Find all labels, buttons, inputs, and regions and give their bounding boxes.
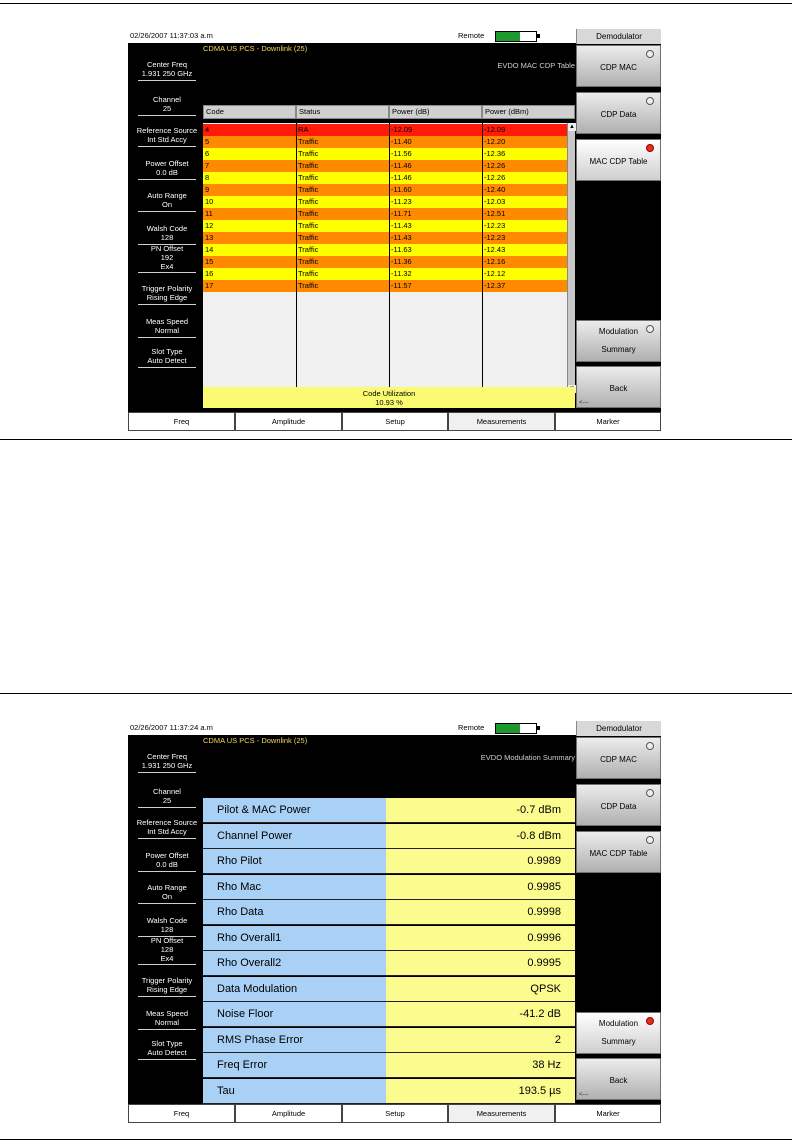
cell-dbm: -12.03	[484, 197, 506, 206]
table-scrollbar[interactable]	[567, 123, 575, 393]
cell-status: Traffic	[298, 137, 319, 146]
param-power-offset	[134, 159, 200, 177]
param-label: Trigger Polarity	[141, 976, 193, 985]
back-button[interactable]: Back <---	[576, 1058, 661, 1100]
summary-label: Rho Overall2	[203, 951, 386, 975]
datetime: 02/26/2007 11:37:03 a.m	[130, 31, 213, 40]
param-pn-offset	[134, 936, 200, 963]
table-row[interactable]	[203, 196, 567, 208]
param-trigger-polarity	[134, 976, 200, 994]
back-button[interactable]: Back <---	[576, 366, 661, 408]
cell-status: Traffic	[298, 209, 319, 218]
cell-status: Traffic	[298, 161, 319, 170]
param-extra: Ex4	[160, 954, 174, 963]
back-arrow-icon: <---	[579, 1092, 589, 1098]
cell-db: -11.57	[391, 281, 412, 290]
cell-code: 4	[205, 125, 210, 134]
param-meas-speed	[134, 317, 200, 335]
demodulator-header: Demodulator	[576, 721, 661, 736]
table-row[interactable]	[203, 268, 567, 280]
cdp-data-button[interactable]: CDP Data	[576, 92, 661, 134]
param-reference-source	[134, 818, 200, 836]
cell-code: 12	[205, 221, 214, 230]
param-value: Rising Edge	[146, 293, 188, 302]
param-label: Walsh Code	[146, 916, 188, 925]
param-underline	[138, 115, 196, 116]
cell-db: -11.46	[391, 161, 412, 170]
cell-code: 5	[205, 137, 210, 146]
param-label: Center Freq	[146, 752, 188, 761]
status-bar	[128, 29, 577, 43]
param-underline	[138, 871, 196, 872]
param-underline	[138, 179, 196, 180]
tab-freq[interactable]: Freq	[128, 412, 235, 431]
column-header-code: Code	[203, 105, 296, 119]
table-row[interactable]	[203, 232, 567, 244]
tab-measurements[interactable]: Measurements	[448, 412, 555, 431]
radio-indicator-icon	[646, 50, 654, 58]
param-trigger-polarity	[134, 284, 200, 302]
cdp-mac-button[interactable]: CDP MAC	[576, 737, 661, 779]
summary-value: 0.9995	[386, 951, 575, 975]
demodulator-header: Demodulator	[576, 29, 661, 44]
cell-status: Traffic	[298, 257, 319, 266]
cell-db: -11.71	[391, 209, 412, 218]
divider-rule	[0, 693, 792, 694]
param-center-freq	[134, 60, 200, 78]
summary-row	[203, 1028, 575, 1053]
cell-code: 15	[205, 257, 214, 266]
measurement-title: EVDO MAC CDP Table	[497, 61, 575, 70]
summary-label: Data Modulation	[203, 977, 386, 1001]
remote-label: Remote	[458, 723, 485, 732]
param-label: Reference Source	[136, 126, 198, 135]
param-value: 25	[162, 796, 172, 805]
summary-value: 0.9996	[386, 926, 575, 950]
table-row[interactable]	[203, 172, 567, 184]
param-slot-type	[134, 347, 200, 365]
summary-row	[203, 951, 575, 976]
cell-status: Traffic	[298, 197, 319, 206]
table-row[interactable]	[203, 280, 567, 292]
param-underline	[138, 146, 196, 147]
code-utilization-value: 10.93 %	[375, 398, 403, 407]
radio-indicator-icon	[646, 97, 654, 105]
param-value: On	[161, 892, 172, 901]
cell-db: -12.09	[391, 125, 413, 134]
param-underline	[138, 272, 196, 273]
param-label: Channel	[153, 787, 181, 796]
summary-label: Rho Data	[203, 900, 386, 924]
cell-status: Traffic	[298, 185, 319, 194]
cell-dbm: -12.23	[484, 233, 506, 242]
cell-db: -11.43	[391, 221, 412, 230]
cell-dbm: -12.40	[484, 185, 506, 194]
summary-value: -41.2 dB	[386, 1002, 575, 1026]
cell-dbm: -12.36	[484, 149, 506, 158]
cell-status: Traffic	[298, 233, 319, 242]
summary-label: Tau	[203, 1079, 386, 1103]
summary-row	[203, 824, 575, 849]
cell-code: 14	[205, 245, 214, 254]
param-label: Channel	[153, 95, 181, 104]
cell-status: Traffic	[298, 269, 319, 278]
param-value: 192	[160, 253, 174, 262]
cell-db: -11.32	[391, 269, 412, 278]
column-header-status: Status	[296, 105, 389, 119]
cell-dbm: -12.12	[484, 269, 506, 278]
cell-db: -11.23	[391, 197, 412, 206]
param-underline	[138, 304, 196, 305]
param-label: Meas Speed	[145, 317, 189, 326]
cell-status: Traffic	[298, 221, 319, 230]
cell-db: -11.63	[391, 245, 412, 254]
summary-value: QPSK	[386, 977, 575, 1001]
cell-dbm: -12.09	[484, 125, 506, 134]
cell-dbm: -12.20	[484, 137, 506, 146]
cell-dbm: -12.26	[484, 173, 506, 182]
param-meas-speed	[134, 1009, 200, 1027]
summary-row	[203, 849, 575, 874]
middle-rule	[0, 439, 792, 440]
table-row[interactable]	[203, 124, 567, 136]
scroll-up-icon[interactable]: ▲	[569, 124, 575, 130]
param-label: Auto Range	[147, 883, 187, 892]
param-label: PN Offset	[150, 936, 184, 945]
measurement-title: EVDO Modulation Summary	[480, 753, 575, 762]
cell-code: 13	[205, 233, 214, 242]
param-underline	[138, 964, 196, 965]
cell-code: 16	[205, 269, 214, 278]
cell-code: 10	[205, 197, 214, 206]
param-label: Trigger Polarity	[141, 284, 193, 293]
cell-dbm: -12.16	[484, 257, 506, 266]
table-row[interactable]	[203, 208, 567, 220]
column-divider	[296, 123, 297, 393]
param-label: Auto Range	[147, 191, 187, 200]
bottom-menu	[128, 412, 661, 431]
param-value: On	[161, 200, 172, 209]
tab-marker[interactable]: Marker	[555, 1104, 661, 1123]
summary-row	[203, 875, 575, 900]
tab-setup[interactable]: Setup	[342, 1104, 448, 1123]
summary-value: 0.9998	[386, 900, 575, 924]
param-center-freq	[134, 752, 200, 770]
table-row[interactable]	[203, 184, 567, 196]
signal-standard: CDMA US PCS - Downlink (25)	[203, 44, 308, 53]
bottom-rule	[0, 1139, 792, 1140]
param-value: Int Std Accy	[147, 135, 187, 144]
summary-row	[203, 1079, 575, 1104]
radio-indicator-selected-icon	[646, 144, 654, 152]
param-value: Normal	[154, 326, 180, 335]
param-value: 128	[160, 233, 174, 242]
param-label: PN Offset	[150, 244, 184, 253]
param-label: Power Offset	[145, 159, 189, 168]
cdp-data-button[interactable]: CDP Data	[576, 784, 661, 826]
cell-status: RA	[298, 125, 309, 134]
param-label: Center Freq	[146, 60, 188, 69]
code-utilization-label: Code Utilization	[362, 389, 416, 398]
summary-row	[203, 926, 575, 951]
cell-db: -11.56	[391, 149, 412, 158]
column-header-power-dbm: Power (dBm)	[482, 105, 575, 119]
param-underline	[138, 903, 196, 904]
cell-db: -11.43	[391, 233, 412, 242]
tab-amplitude[interactable]: Amplitude	[235, 412, 342, 431]
tab-measurements[interactable]: Measurements	[448, 1104, 555, 1123]
summary-label: Pilot & MAC Power	[203, 798, 386, 822]
param-value: 0.0 dB	[156, 168, 178, 177]
datetime: 02/26/2007 11:37:24 a.m	[130, 723, 213, 732]
param-label: Walsh Code	[146, 224, 188, 233]
param-value: Auto Detect	[147, 1048, 187, 1057]
summary-label: Rho Overall1	[203, 926, 386, 950]
cell-status: Traffic	[298, 281, 319, 290]
cell-dbm: -12.51	[484, 209, 506, 218]
summary-value: 2	[386, 1028, 575, 1052]
cdp-mac-button[interactable]: CDP MAC	[576, 45, 661, 87]
table-row[interactable]	[203, 220, 567, 232]
tab-marker[interactable]: Marker	[555, 412, 661, 431]
summary-label: Noise Floor	[203, 1002, 386, 1026]
cell-db: -11.60	[391, 185, 412, 194]
summary-label: Rho Pilot	[203, 849, 386, 873]
param-underline	[138, 337, 196, 338]
param-channel	[134, 787, 200, 805]
param-label: Reference Source	[136, 818, 198, 827]
column-divider	[389, 123, 390, 393]
table-row[interactable]	[203, 160, 567, 172]
bottom-menu	[128, 1104, 661, 1123]
param-value: 25	[162, 104, 172, 113]
param-extra: Ex4	[160, 262, 174, 271]
param-value: 128	[160, 925, 174, 934]
mac-cdp-table-button[interactable]: MAC CDP Table	[576, 831, 661, 873]
table-row[interactable]	[203, 256, 567, 268]
code-utilization	[203, 387, 575, 408]
summary-label: RMS Phase Error	[203, 1028, 386, 1052]
table-row[interactable]	[203, 148, 567, 160]
cell-db: -11.46	[391, 173, 412, 182]
param-value: Rising Edge	[146, 985, 188, 994]
status-bar	[128, 721, 577, 735]
param-value: 128	[160, 945, 174, 954]
param-slot-type	[134, 1039, 200, 1057]
summary-value: 38 Hz	[386, 1053, 575, 1077]
param-underline	[138, 1029, 196, 1030]
column-divider	[482, 123, 483, 393]
param-underline	[138, 367, 196, 368]
summary-value: 0.9989	[386, 849, 575, 873]
summary-label: Rho Mac	[203, 875, 386, 899]
battery-icon	[495, 31, 537, 42]
column-header-power-db: Power (dB)	[389, 105, 482, 119]
param-underline	[138, 80, 196, 81]
top-rule	[0, 3, 792, 4]
summary-label: Channel Power	[203, 824, 386, 848]
summary-value: -0.7 dBm	[386, 798, 575, 822]
param-reference-source	[134, 126, 200, 144]
cell-db: -11.36	[391, 257, 412, 266]
param-walsh-code	[134, 916, 200, 934]
remote-label: Remote	[458, 31, 485, 40]
screen-mac-cdp-table	[128, 29, 661, 431]
summary-row	[203, 900, 575, 925]
modulation-summary-button[interactable]: Modulation Summary	[576, 1012, 661, 1054]
radio-indicator-icon	[646, 742, 654, 750]
param-pn-offset	[134, 244, 200, 271]
param-label: Slot Type	[151, 1039, 183, 1048]
param-value: 1.931 250 GHz	[141, 69, 193, 78]
param-value: 1.931 250 GHz	[141, 761, 193, 770]
table-row[interactable]	[203, 244, 567, 256]
param-underline	[138, 838, 196, 839]
battery-icon	[495, 723, 537, 734]
cell-dbm: -12.37	[484, 281, 506, 290]
param-auto-range	[134, 883, 200, 901]
radio-indicator-icon	[646, 836, 654, 844]
radio-indicator-icon	[646, 789, 654, 797]
param-underline	[138, 996, 196, 997]
battery-tip-icon	[537, 34, 540, 38]
tab-amplitude[interactable]: Amplitude	[235, 1104, 342, 1123]
param-auto-range	[134, 191, 200, 209]
cell-status: Traffic	[298, 173, 319, 182]
tab-setup[interactable]: Setup	[342, 412, 448, 431]
param-value: Auto Detect	[147, 356, 187, 365]
param-label: Slot Type	[151, 347, 183, 356]
cell-dbm: -12.26	[484, 161, 506, 170]
table-row[interactable]	[203, 136, 567, 148]
summary-row	[203, 1053, 575, 1078]
cell-code: 6	[205, 149, 210, 158]
cell-status: Traffic	[298, 245, 319, 254]
param-underline	[138, 807, 196, 808]
cell-dbm: -12.43	[484, 245, 506, 254]
param-underline	[138, 211, 196, 212]
param-value: Int Std Accy	[147, 827, 187, 836]
param-value: 0.0 dB	[156, 860, 178, 869]
cell-dbm: -12.23	[484, 221, 506, 230]
summary-row	[203, 977, 575, 1002]
param-walsh-code	[134, 224, 200, 242]
modulation-summary-button[interactable]: Modulation Summary	[576, 320, 661, 362]
param-value: Normal	[154, 1018, 180, 1027]
param-underline	[138, 772, 196, 773]
param-channel	[134, 95, 200, 113]
back-arrow-icon: <---	[579, 400, 589, 406]
signal-standard: CDMA US PCS - Downlink (25)	[203, 736, 308, 745]
cell-status: Traffic	[298, 149, 319, 158]
battery-tip-icon	[537, 726, 540, 730]
summary-label: Freq Error	[203, 1053, 386, 1077]
summary-value: -0.8 dBm	[386, 824, 575, 848]
cell-code: 8	[205, 173, 210, 182]
tab-freq[interactable]: Freq	[128, 1104, 235, 1123]
cell-db: -11.40	[391, 137, 412, 146]
param-power-offset	[134, 851, 200, 869]
mac-cdp-table-button[interactable]: MAC CDP Table	[576, 139, 661, 181]
param-label: Power Offset	[145, 851, 189, 860]
cell-code: 11	[205, 209, 213, 218]
summary-value: 193.5 µs	[386, 1079, 575, 1103]
cell-code: 9	[205, 185, 210, 194]
summary-row	[203, 798, 575, 823]
summary-value: 0.9985	[386, 875, 575, 899]
param-label: Meas Speed	[145, 1009, 189, 1018]
summary-row	[203, 1002, 575, 1027]
cell-code: 17	[205, 281, 214, 290]
screen-modulation-summary	[128, 721, 661, 1123]
param-underline	[138, 1059, 196, 1060]
cell-code: 7	[205, 161, 210, 170]
